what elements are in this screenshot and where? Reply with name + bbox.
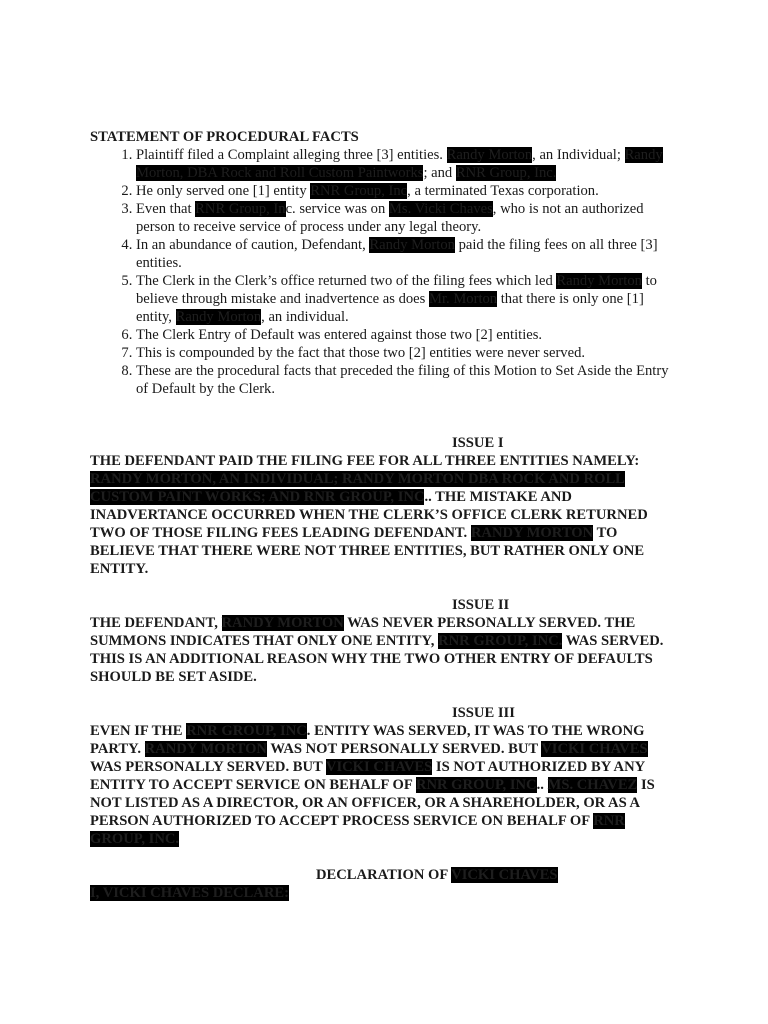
- text-run: Plaintiff filed a Complaint alleging three [3] entities.: [136, 147, 447, 163]
- redacted-text: VICKI CHAVES: [451, 867, 558, 883]
- text-run: WAS SERVED. THIS IS AN ADDITIONAL REASON WHY THE TWO OTHER ENTRY OF DEFAULTS SHOULD BE SET ASIDE.: [90, 633, 664, 685]
- text-run: to believe through mistake and inadvertence as does: [136, 273, 657, 307]
- text-run: The Clerk Entry of Default was entered against those two [2] entities.: [136, 327, 543, 343]
- spacer: [90, 686, 680, 704]
- text-run: , an individual.: [261, 309, 349, 325]
- statement-title: STATEMENT OF PROCEDURAL FACTS: [90, 129, 359, 145]
- redacted-text: Randy Morton: [369, 237, 455, 253]
- text-run: THE DEFENDANT PAID THE FILING FEE FOR ALL THREE ENTITIES NAMELY:: [90, 453, 640, 469]
- text-run: ; and: [423, 165, 456, 181]
- issue-1-body: [90, 452, 680, 578]
- redacted-text: RNR GROUP, INC: [415, 777, 537, 793]
- text-run: In an abundance of caution, Defendant,: [136, 237, 370, 253]
- text-run: paid the filing fees on all three [3] entities.: [136, 237, 658, 271]
- redacted-text: RNR GROUP, INC: [186, 723, 307, 739]
- redacted-text: Ms. Vicki Chaves: [388, 201, 493, 217]
- redacted-text: Mr. Morton: [429, 291, 498, 307]
- fact-item-5: [136, 272, 680, 326]
- text-run: , a terminated Texas corporation.: [407, 183, 599, 199]
- text-run: WAS NEVER PERSONALLY SERVED. THE SUMMONS INDICATES THAT ONLY ONE ENTITY,: [90, 615, 636, 649]
- declaration-opening: [90, 884, 680, 902]
- text-run: ..: [536, 777, 548, 793]
- redacted-text: RNR GROUP, INC.: [90, 813, 625, 847]
- text-run: IS NOT AUTHORIZED BY ANY ENTITY TO ACCEPT SERVICE ON BEHALF OF: [90, 759, 645, 793]
- fact-item-6: [136, 326, 680, 344]
- issue-3-heading: ISSUE III: [452, 705, 515, 721]
- text-run: These are the procedural facts that preceded the filing of this Motion to Set Aside the Entry of Default by the Clerk.: [136, 363, 669, 397]
- redacted-text: RANDY MORTON: [144, 741, 267, 757]
- document-page: [90, 128, 680, 902]
- text-run: IS NOT LISTED AS A DIRECTOR, OR AN OFFICER, OR A SHAREHOLDER, OR AS A PERSON AUTHORIZED TO ACCEPT PROCESS SERVICE ON BEHALF OF: [90, 777, 655, 829]
- procedural-facts-list: [90, 146, 680, 398]
- redacted-text: MS. CHAVEZ: [547, 777, 638, 793]
- fact-item-7: [136, 344, 680, 362]
- text-run: .. THE MISTAKE AND INADVERTANCE OCCURRED WHEN THE CLERK’S OFFICE CLERK RETURNED TWO OF THOSE FILING FEES LEADING DEFENDANT.: [90, 489, 648, 541]
- redacted-text: RANDY MORTON: [470, 525, 594, 541]
- text-run: , an Individual;: [532, 147, 625, 163]
- text-run: This is compounded by the fact that those two [2] entities were never served.: [136, 345, 586, 361]
- redacted-text: RNR GROUP, INC.: [438, 633, 563, 649]
- redacted-text: RNR Group, Inc: [310, 183, 408, 199]
- fact-item-2: [136, 182, 680, 200]
- text-run: WAS PERSONALLY SERVED. BUT: [90, 759, 326, 775]
- redacted-text: Randy Morton, DBA Rock and Roll Custom Paintworks: [136, 147, 663, 181]
- redacted-text: Randy Morton: [175, 309, 262, 325]
- text-run: , who is not an authorized person to receive service of process under any legal theory.: [136, 201, 644, 235]
- text-run: He only served one [1] entity: [136, 183, 311, 199]
- text-run: THE DEFENDANT,: [90, 615, 222, 631]
- text-run: . ENTITY WAS SERVED, IT WAS TO THE WRONG PARTY.: [90, 723, 645, 757]
- spacer: [90, 398, 680, 434]
- fact-item-4: [136, 236, 680, 272]
- text-run: The Clerk in the Clerk’s office returned two of the filing fees which led: [136, 273, 557, 289]
- spacer: [90, 848, 680, 866]
- text-run: Even that: [136, 201, 196, 217]
- issue-2-body: [90, 614, 680, 686]
- redacted-text: Randy Morton: [446, 147, 533, 163]
- redacted-text: VICKI CHAVES: [325, 759, 433, 775]
- redacted-text: RANDY MORTON, AN INDIVIDUAL; RANDY MORTON DBA ROCK AND ROLL CUSTOM PAINT WORKS; AND RNR GROUP, INC: [90, 471, 625, 505]
- redacted-text: Randy Morton: [556, 273, 642, 289]
- issue-1-heading: ISSUE I: [452, 435, 504, 451]
- declaration-heading: [90, 866, 680, 884]
- text-run: DECLARATION OF: [316, 867, 452, 883]
- issue-2-heading: ISSUE II: [452, 597, 510, 613]
- redacted-text: RNR Group, In: [195, 201, 286, 217]
- text-run: EVEN IF THE: [90, 723, 187, 739]
- redacted-text: RNR Group, Inc.: [455, 165, 557, 181]
- redacted-text: I, VICKI CHAVES DECLARE:: [90, 885, 289, 901]
- text-run: WAS NOT PERSONALLY SERVED. BUT: [266, 741, 542, 757]
- issue-3-body: [90, 722, 680, 848]
- text-run: that there is only one [1] entity,: [136, 291, 644, 325]
- spacer: [90, 578, 680, 596]
- fact-item-1: [136, 146, 680, 182]
- text-run: TO BELIEVE THAT THERE WERE NOT THREE ENTITIES, BUT RATHER ONLY ONE ENTITY.: [90, 525, 645, 577]
- redacted-text: RANDY MORTON: [221, 615, 344, 631]
- fact-item-3: [136, 200, 680, 236]
- fact-item-8: [136, 362, 680, 398]
- text-run: c. service was on: [285, 201, 389, 217]
- redacted-text: VICKI CHAVES: [541, 741, 648, 757]
